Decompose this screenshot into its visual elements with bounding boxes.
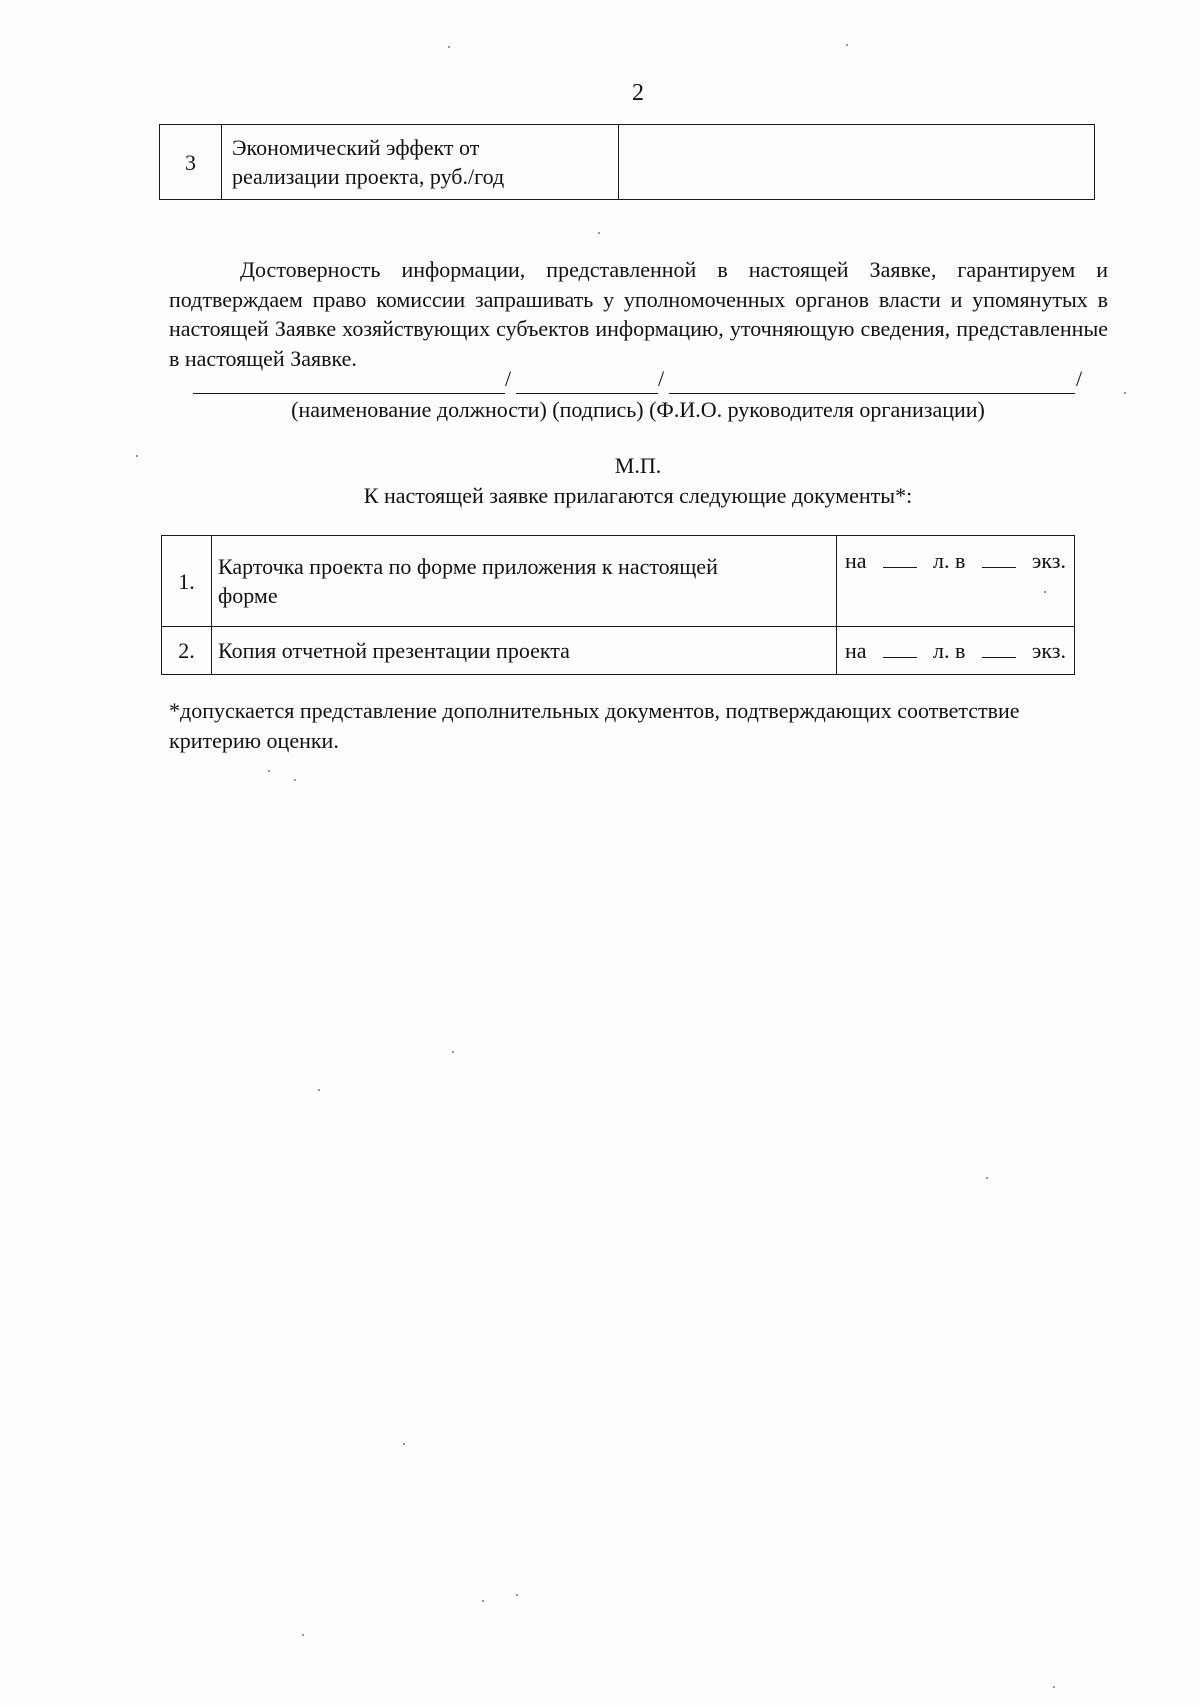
position-title-line[interactable] [193,367,505,394]
document-name-line-2: форме [218,583,278,608]
scan-speck [846,44,848,46]
scan-speck [268,770,270,772]
signature-caption: (наименование должности) (подпись) (Ф.И.О. руководителя организации) [291,397,985,422]
document-quantity [837,536,1075,627]
certification-paragraph [169,255,1108,373]
na-label: на [845,638,867,663]
page-number: 2 [632,80,644,106]
footnote: *допускается представление дополнительных документов, подтверждающих соответствие критерию оценки. [169,698,1020,753]
scan-speck [986,1177,988,1179]
document-name [212,536,837,627]
signature-separator-1: / [505,366,512,391]
stamp-label: М.П. [614,453,662,478]
certification-text: Достоверность информации, представленной в настоящей Заявке, гарантируем и подтверждаем право комиссии запрашивать у уполномоченных органов власти и упомянутых в настоящей Заявке хозяйствующих субъектов информацию, уточняющую сведения, представленные в настоящей Заявке. [169,257,1108,371]
scan-speck [1053,1686,1055,1688]
scan-speck [403,1443,405,1445]
row-number-cell: 3 [160,125,222,200]
scan-speck [482,1600,484,1602]
document-name [212,627,837,675]
sheets-count-blank[interactable] [883,637,917,658]
indicator-label-cell [222,125,619,200]
attachments-title: К настоящей заявке прилагаются следующие документы*: [363,483,913,508]
scan-speck [318,1089,320,1091]
signature-separator-2: / [658,366,665,391]
scan-speck [302,1634,304,1636]
sheets-count-blank[interactable] [883,547,917,568]
table-row [162,536,1075,627]
copies-label: экз. [1031,548,1066,573]
project-indicators-table [159,124,1095,200]
scan-speck [516,1594,518,1596]
indicator-label-line-2: реализации проекта, руб./год [232,164,505,189]
table-row [160,125,1095,200]
scan-speck [448,46,450,48]
scan-speck [1124,392,1126,394]
copies-label: экз. [1031,638,1066,663]
document-number: 1. [162,536,212,627]
document-number: 2. [162,627,212,675]
indicator-value-cell[interactable] [619,125,1095,200]
table-row [162,627,1075,675]
copies-count-blank[interactable] [982,547,1016,568]
director-name-line[interactable] [669,367,1075,394]
indicator-label-line-1: Экономический эффект от [232,135,480,160]
sheets-label: л. в [933,638,966,663]
scan-speck [452,1051,454,1053]
scan-speck [294,779,296,781]
scan-speck [598,232,600,234]
scan-speck [1044,591,1046,593]
na-label: на [845,548,867,573]
copies-count-blank[interactable] [982,637,1016,658]
attachments-table [161,535,1075,675]
signature-line[interactable] [516,367,658,394]
sheets-label: л. в [933,548,966,573]
document-name-line-1: Карточка проекта по форме приложения к настоящей [218,554,718,579]
document-name-line-1: Копия отчетной презентации проекта [218,638,570,663]
scan-speck [136,455,138,457]
signature-separator-3: / [1076,366,1083,391]
document-quantity [837,627,1075,675]
